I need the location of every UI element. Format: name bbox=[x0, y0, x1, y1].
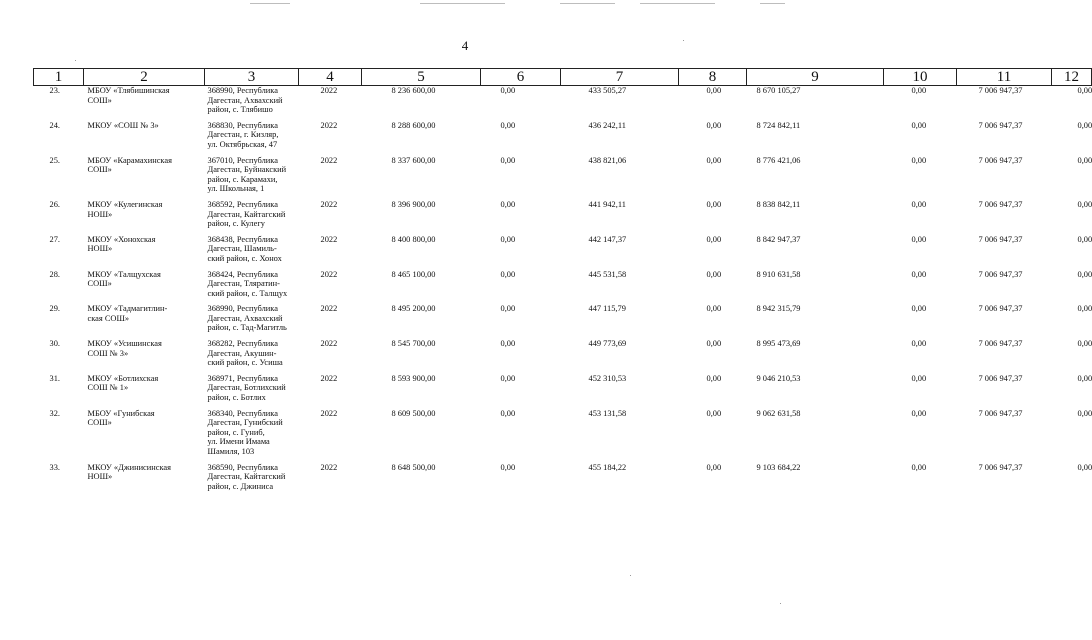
amount-col12: 0,00 bbox=[1077, 120, 1092, 130]
school-name: МКОУ «Кулегинская НОШ» bbox=[87, 199, 163, 219]
amount-col8: 0,00 bbox=[706, 120, 722, 130]
amount-col8: 0,00 bbox=[706, 373, 722, 383]
amount-col7: 438 821,06 bbox=[588, 155, 627, 165]
amount-col10: 0,00 bbox=[911, 155, 927, 165]
scan-speck bbox=[630, 575, 631, 576]
amount-col7: 447 115,79 bbox=[588, 304, 626, 314]
address: 368438, Республика Дагестан, Шамиль- ский район, с. Хонох bbox=[207, 234, 282, 263]
amount-col12: 0,00 bbox=[1077, 462, 1092, 472]
year: 2022 bbox=[320, 199, 338, 209]
amount-col10: 0,00 bbox=[911, 86, 927, 95]
amount-col6: 0,00 bbox=[500, 408, 516, 418]
row-number: 32. bbox=[49, 408, 60, 418]
year: 2022 bbox=[320, 462, 338, 472]
scan-speck bbox=[75, 60, 76, 61]
amount-col11: 7 006 947,37 bbox=[978, 120, 1023, 130]
column-header: 6 bbox=[481, 69, 561, 86]
table-row bbox=[34, 304, 1092, 339]
amount-col11: 7 006 947,37 bbox=[978, 234, 1023, 244]
amount-col12: 0,00 bbox=[1077, 304, 1092, 314]
amount-col9: 9 046 210,53 bbox=[756, 373, 801, 383]
row-number: 33. bbox=[49, 462, 60, 472]
amount-col5: 8 545 700,00 bbox=[391, 339, 436, 349]
amount-col12: 0,00 bbox=[1077, 234, 1092, 244]
amount-col10: 0,00 bbox=[911, 339, 927, 349]
amount-col9: 8 910 631,58 bbox=[756, 269, 801, 279]
amount-col12: 0,00 bbox=[1077, 155, 1092, 165]
amount-col7: 449 773,69 bbox=[588, 339, 627, 349]
amount-col12: 0,00 bbox=[1077, 339, 1092, 349]
amount-col11: 7 006 947,37 bbox=[978, 462, 1023, 472]
amount-col12: 0,00 bbox=[1077, 86, 1092, 95]
amount-col5: 8 236 600,00 bbox=[391, 86, 436, 95]
row-number: 23. bbox=[49, 86, 60, 95]
row-number: 31. bbox=[49, 373, 60, 383]
data-table bbox=[33, 68, 1092, 497]
amount-col11: 7 006 947,37 bbox=[978, 408, 1023, 418]
amount-col10: 0,00 bbox=[911, 304, 927, 314]
table-row bbox=[34, 409, 1092, 463]
address: 368282, Республика Дагестан, Акушин- ский район, с. Усиша bbox=[207, 339, 283, 368]
amount-col9: 8 776 421,06 bbox=[756, 155, 801, 165]
row-number: 26. bbox=[49, 199, 60, 209]
amount-col5: 8 337 600,00 bbox=[391, 155, 436, 165]
amount-col5: 8 593 900,00 bbox=[391, 373, 436, 383]
amount-col11: 7 006 947,37 bbox=[978, 304, 1023, 314]
address: 368424, Республика Дагестан, Тляратин- ский район, с. Талщух bbox=[207, 269, 288, 298]
column-header: 4 bbox=[299, 69, 362, 86]
amount-col8: 0,00 bbox=[706, 304, 722, 314]
amount-col10: 0,00 bbox=[911, 408, 927, 418]
school-name: МКОУ «СОШ № 3» bbox=[87, 120, 159, 130]
amount-col7: 455 184,22 bbox=[588, 462, 627, 472]
amount-col5: 8 465 100,00 bbox=[391, 269, 436, 279]
scan-artifact-line bbox=[420, 3, 505, 4]
amount-col11: 7 006 947,37 bbox=[978, 339, 1023, 349]
amount-col10: 0,00 bbox=[911, 120, 927, 130]
address: 368830, Республика Дагестан, г. Кизляр, ул. Октябрьская, 47 bbox=[207, 120, 279, 149]
year: 2022 bbox=[320, 120, 338, 130]
year: 2022 bbox=[320, 304, 338, 314]
year: 2022 bbox=[320, 373, 338, 383]
column-header: 10 bbox=[884, 69, 957, 86]
amount-col10: 0,00 bbox=[911, 269, 927, 279]
school-name: МБОУ «Карамахинская СОШ» bbox=[87, 155, 172, 175]
amount-col9: 9 103 684,22 bbox=[756, 462, 801, 472]
column-number-row bbox=[34, 69, 1092, 86]
amount-col9: 8 724 842,11 bbox=[756, 120, 801, 130]
amount-col9: 8 838 842,11 bbox=[756, 199, 801, 209]
school-name: МКОУ «Талщухская СОШ» bbox=[87, 269, 161, 289]
row-number: 24. bbox=[49, 120, 60, 130]
amount-col8: 0,00 bbox=[706, 155, 722, 165]
amount-col7: 441 942,11 bbox=[588, 199, 626, 209]
table-row bbox=[34, 374, 1092, 409]
table-row bbox=[34, 156, 1092, 200]
school-name: МБОУ «Гунибская СОШ» bbox=[87, 408, 155, 428]
amount-col12: 0,00 bbox=[1077, 269, 1092, 279]
amount-col5: 8 609 500,00 bbox=[391, 408, 436, 418]
amount-col6: 0,00 bbox=[500, 462, 516, 472]
year: 2022 bbox=[320, 408, 338, 418]
amount-col7: 436 242,11 bbox=[588, 120, 626, 130]
amount-col9: 8 995 473,69 bbox=[756, 339, 801, 349]
amount-col8: 0,00 bbox=[706, 199, 722, 209]
scan-artifact-line bbox=[640, 3, 715, 4]
amount-col6: 0,00 bbox=[500, 86, 516, 95]
year: 2022 bbox=[320, 234, 338, 244]
amount-col7: 453 131,58 bbox=[588, 408, 627, 418]
row-number: 28. bbox=[49, 269, 60, 279]
amount-col12: 0,00 bbox=[1077, 373, 1092, 383]
amount-col5: 8 648 500,00 bbox=[391, 462, 436, 472]
amount-col8: 0,00 bbox=[706, 339, 722, 349]
table-row bbox=[34, 200, 1092, 235]
year: 2022 bbox=[320, 155, 338, 165]
column-header: 11 bbox=[957, 69, 1052, 86]
school-name: МБОУ «Тлябишинская СОШ» bbox=[87, 86, 170, 105]
table-row bbox=[34, 463, 1092, 498]
amount-col10: 0,00 bbox=[911, 462, 927, 472]
row-number: 30. bbox=[49, 339, 60, 349]
column-header: 5 bbox=[362, 69, 481, 86]
amount-col6: 0,00 bbox=[500, 304, 516, 314]
amount-col11: 7 006 947,37 bbox=[978, 199, 1023, 209]
school-name: МКОУ «Хонохская НОШ» bbox=[87, 234, 156, 254]
row-number: 27. bbox=[49, 234, 60, 244]
column-header: 3 bbox=[205, 69, 299, 86]
column-header: 7 bbox=[561, 69, 679, 86]
amount-col7: 433 505,27 bbox=[588, 86, 627, 95]
amount-col9: 8 670 105,27 bbox=[756, 86, 801, 95]
table-row bbox=[34, 270, 1092, 305]
amount-col7: 445 531,58 bbox=[588, 269, 627, 279]
amount-col11: 7 006 947,37 bbox=[978, 155, 1023, 165]
row-number: 25. bbox=[49, 155, 60, 165]
amount-col9: 8 842 947,37 bbox=[756, 234, 801, 244]
amount-col8: 0,00 bbox=[706, 462, 722, 472]
amount-col11: 7 006 947,37 bbox=[978, 269, 1023, 279]
address: 368990, Республика Дагестан, Ахвахский район, с. Тад-Магитль bbox=[207, 304, 287, 333]
scan-artifact-line bbox=[250, 3, 290, 4]
table-row bbox=[34, 86, 1092, 121]
amount-col8: 0,00 bbox=[706, 408, 722, 418]
school-name: МКОУ «Ботлихская СОШ № 1» bbox=[87, 373, 159, 393]
amount-col10: 0,00 bbox=[911, 199, 927, 209]
school-name: МКОУ «Тадмагитлин- ская СОШ» bbox=[87, 304, 168, 323]
address: 368590, Республика Дагестан, Кайтагский район, с. Джиниса bbox=[207, 462, 286, 491]
amount-col9: 8 942 315,79 bbox=[756, 304, 801, 314]
amount-col7: 452 310,53 bbox=[588, 373, 627, 383]
amount-col7: 442 147,37 bbox=[588, 234, 627, 244]
amount-col5: 8 495 200,00 bbox=[391, 304, 436, 314]
scan-artifact-line bbox=[560, 3, 615, 4]
amount-col12: 0,00 bbox=[1077, 199, 1092, 209]
scan-artifact-line bbox=[760, 3, 785, 4]
row-number: 29. bbox=[49, 304, 60, 314]
page-number: 4 bbox=[461, 38, 469, 53]
table-row bbox=[34, 121, 1092, 156]
amount-col6: 0,00 bbox=[500, 234, 516, 244]
address: 368990, Республика Дагестан, Ахвахский район, с. Тлябишо bbox=[207, 86, 283, 115]
address: 368340, Республика Дагестан, Гунибский район, с. Гуниб, ул. Имени Имама Шамиля, 103 bbox=[207, 408, 283, 456]
amount-col11: 7 006 947,37 bbox=[978, 373, 1023, 383]
amount-col6: 0,00 bbox=[500, 155, 516, 165]
column-header: 12 bbox=[1052, 69, 1092, 86]
column-header: 1 bbox=[34, 69, 84, 86]
amount-col8: 0,00 bbox=[706, 269, 722, 279]
amount-col6: 0,00 bbox=[500, 269, 516, 279]
year: 2022 bbox=[320, 86, 338, 95]
amount-col6: 0,00 bbox=[500, 120, 516, 130]
amount-col8: 0,00 bbox=[706, 86, 722, 95]
amount-col11: 7 006 947,37 bbox=[978, 86, 1023, 95]
amount-col6: 0,00 bbox=[500, 199, 516, 209]
amount-col10: 0,00 bbox=[911, 373, 927, 383]
year: 2022 bbox=[320, 339, 338, 349]
amount-col9: 9 062 631,58 bbox=[756, 408, 801, 418]
amount-col8: 0,00 bbox=[706, 234, 722, 244]
amount-col6: 0,00 bbox=[500, 373, 516, 383]
amount-col5: 8 400 800,00 bbox=[391, 234, 436, 244]
scan-speck bbox=[780, 603, 781, 604]
column-header: 8 bbox=[679, 69, 747, 86]
school-name: МКОУ «Усишинская СОШ № 3» bbox=[87, 339, 162, 358]
address: 367010, Республика Дагестан, Буйнакский район, с. Карамахи, ул. Школьная, 1 bbox=[207, 155, 287, 194]
table-row bbox=[34, 235, 1092, 270]
amount-col6: 0,00 bbox=[500, 339, 516, 349]
year: 2022 bbox=[320, 269, 338, 279]
table-row bbox=[34, 339, 1092, 374]
address: 368971, Республика Дагестан, Ботлихский район, с. Ботлих bbox=[207, 373, 286, 403]
column-header: 9 bbox=[747, 69, 884, 86]
amount-col5: 8 288 600,00 bbox=[391, 120, 436, 130]
address: 368592, Республика Дагестан, Кайтагский район, с. Кулегу bbox=[207, 199, 286, 229]
amount-col10: 0,00 bbox=[911, 234, 927, 244]
column-header: 2 bbox=[84, 69, 205, 86]
amount-col5: 8 396 900,00 bbox=[391, 199, 436, 209]
school-name: МКОУ «Джинисинская НОШ» bbox=[87, 462, 171, 482]
amount-col12: 0,00 bbox=[1077, 408, 1092, 418]
